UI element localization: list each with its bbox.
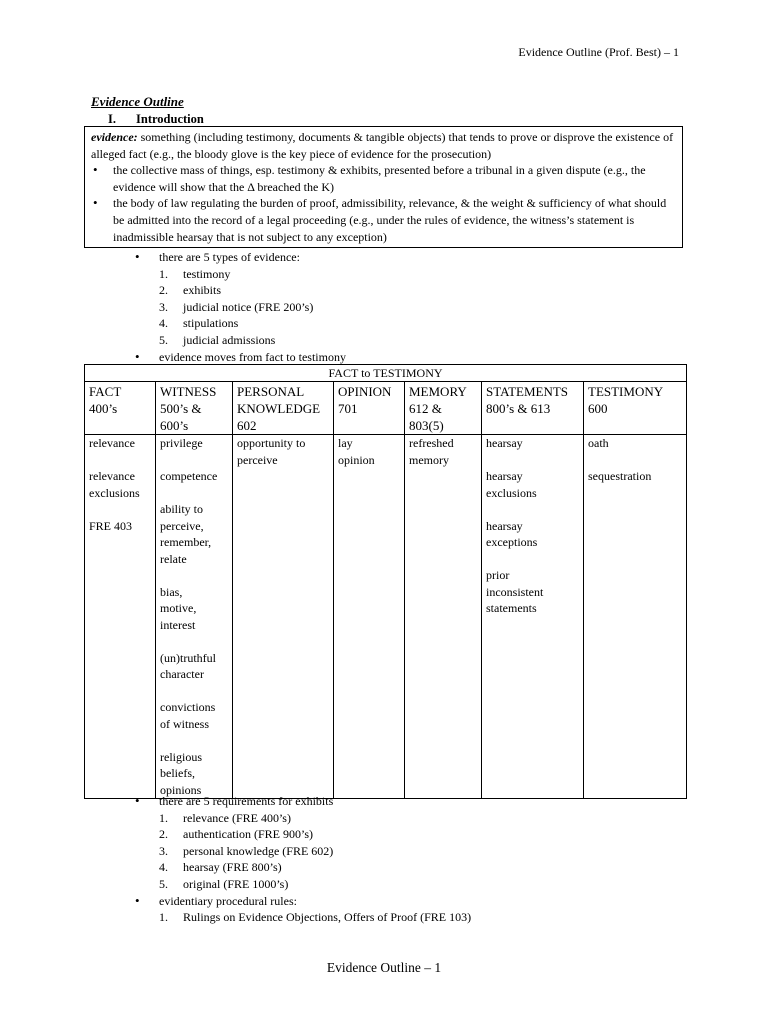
exhibits-intro: • there are 5 requirements for exhibits (135, 793, 471, 810)
column-header-statements: STATEMENTS 800’s & 613 (482, 382, 584, 435)
list-item: 5. original (FRE 1000’s) (159, 876, 289, 891)
cell-entry: ability to (160, 502, 203, 516)
cell-entry (89, 501, 151, 518)
cell-entry: opportunity to (237, 436, 306, 450)
definition-paragraph (91, 129, 678, 162)
table-cell (584, 435, 687, 799)
cell-entry (486, 452, 579, 469)
column-header-opinion: OPINION 701 (334, 382, 405, 435)
cell-entry: sequestration (588, 469, 652, 483)
types-list (159, 266, 346, 349)
cell-entry (486, 501, 579, 518)
cell-entry (160, 567, 228, 584)
cell-entry: prior (486, 568, 510, 582)
column-header-testimony: TESTIMONY 600 (584, 382, 687, 435)
list-item: 1. testimony (159, 266, 231, 281)
cell-entry: hearsay (486, 436, 523, 450)
table-cell (85, 435, 156, 799)
table-body-row (85, 435, 687, 799)
cell-entry: character (160, 667, 204, 681)
list-item: 2. exhibits (159, 283, 221, 298)
column-header-memory: MEMORY 612 & 803(5) (405, 382, 482, 435)
cell-entry: of witness (160, 716, 209, 731)
list-item: 3. personal knowledge (FRE 602) (159, 843, 334, 858)
cell-entry: religious (160, 749, 202, 764)
list-item: 4. stipulations (159, 316, 239, 331)
cell-entry: (un)truthful (160, 650, 216, 665)
list-item: 5. judicial admissions (159, 332, 276, 347)
cell-entry: relevance (89, 436, 135, 450)
cell-entry: remember, (160, 535, 212, 549)
section-title: Introduction (136, 112, 204, 126)
cell-entry (588, 452, 682, 469)
definition-term: evidence: (91, 130, 138, 144)
running-header: Evidence Outline (Prof. Best) – 1 (518, 45, 679, 59)
cell-entry: competence (160, 469, 218, 483)
cell-entry: refreshed (409, 436, 454, 450)
moves-bullet: • evidence moves from fact to testimony (135, 349, 346, 366)
list-item: 4. hearsay (FRE 800’s) (159, 860, 282, 875)
definition-bullet: • the body of law regulating the burden of proof, admissibility, relevance, & the weight & sufficiency of what should be admitted into the record of a legal proceeding (e.g., under the rules of evidence, the witness’s statement is inadmissible hearsay that is not subject to any exception) (91, 195, 678, 245)
cell-entry: lay (338, 436, 353, 450)
procedural-rules-intro: • evidentiary procedural rules: (135, 893, 471, 910)
cell-entry: bias, (160, 584, 183, 599)
exhibit-requirements-section (135, 793, 471, 926)
column-header-personal-knowledge: PERSONAL KNOWLEDGE 602 (233, 382, 334, 435)
cell-entry (160, 452, 228, 469)
page-footer: Evidence Outline – 1 (326, 960, 442, 975)
list-item: 1. Rulings on Evidence Objections, Offers of Proof (FRE 103) (159, 910, 472, 925)
table-cell (233, 435, 334, 799)
cell-entry: exclusions (486, 485, 537, 500)
cell-entry (160, 732, 228, 749)
cell-entry: opinion (338, 452, 375, 467)
definition-bullets (91, 162, 678, 245)
cell-entry: relevance (89, 469, 135, 483)
cell-entry: opinions (160, 782, 202, 797)
cell-entry: exceptions (486, 535, 538, 549)
cell-entry: motive, (160, 601, 197, 615)
cell-entry (486, 551, 579, 568)
cell-entry: interest (160, 617, 196, 632)
cell-entry: oath (588, 436, 609, 450)
cell-entry: statements (486, 601, 537, 615)
cell-entry: hearsay (486, 518, 523, 533)
definition-text: something (including testimony, documents & tangible objects) that tends to prove or disprove the existence of alleged fact (e.g., the bloody glove is the key piece of evidence for the prosecution) (91, 130, 674, 161)
cell-entry: inconsistent (486, 584, 544, 599)
cell-entry: relate (160, 551, 187, 566)
types-intro: • there are 5 types of evidence: (135, 249, 346, 266)
column-header-witness: WITNESS 500’s & 600’s (156, 382, 233, 435)
types-of-evidence-section (135, 249, 346, 365)
exhibit-requirements-list (159, 810, 471, 893)
section-number: I. (108, 112, 116, 126)
table-header-row (85, 382, 687, 435)
table-cell (334, 435, 405, 799)
column-header-fact: FACT 400’s (85, 382, 156, 435)
definition-bullet: • the collective mass of things, esp. testimony & exhibits, presented before a tribunal in a given dispute (e.g., the evidence will show that the Δ breached the K) (91, 162, 678, 195)
table-cell (482, 435, 584, 799)
table-title: FACT to TESTIMONY (85, 365, 687, 382)
cell-entry (160, 683, 228, 700)
list-item: 3. judicial notice (FRE 200’s) (159, 299, 314, 314)
document-title: Evidence Outline (91, 94, 184, 109)
cell-entry: perceive, (160, 518, 204, 533)
cell-entry: memory (409, 452, 449, 467)
cell-entry: hearsay (486, 469, 523, 483)
cell-entry: privilege (160, 436, 203, 450)
cell-entry: FRE 403 (89, 518, 133, 533)
cell-entry (89, 452, 151, 469)
cell-entry (160, 485, 228, 502)
table-cell (156, 435, 233, 799)
list-item: 1. relevance (FRE 400’s) (159, 810, 291, 825)
cell-entry: perceive (237, 452, 278, 467)
cell-entry: exclusions (89, 485, 140, 500)
cell-entry: beliefs, (160, 766, 195, 780)
procedural-rules-list (159, 909, 471, 926)
cell-entry (160, 633, 228, 650)
fact-to-testimony-table (84, 364, 687, 799)
cell-entry: convictions (160, 700, 216, 714)
definition-box (84, 126, 683, 248)
list-item: 2. authentication (FRE 900’s) (159, 827, 313, 842)
table-cell (405, 435, 482, 799)
